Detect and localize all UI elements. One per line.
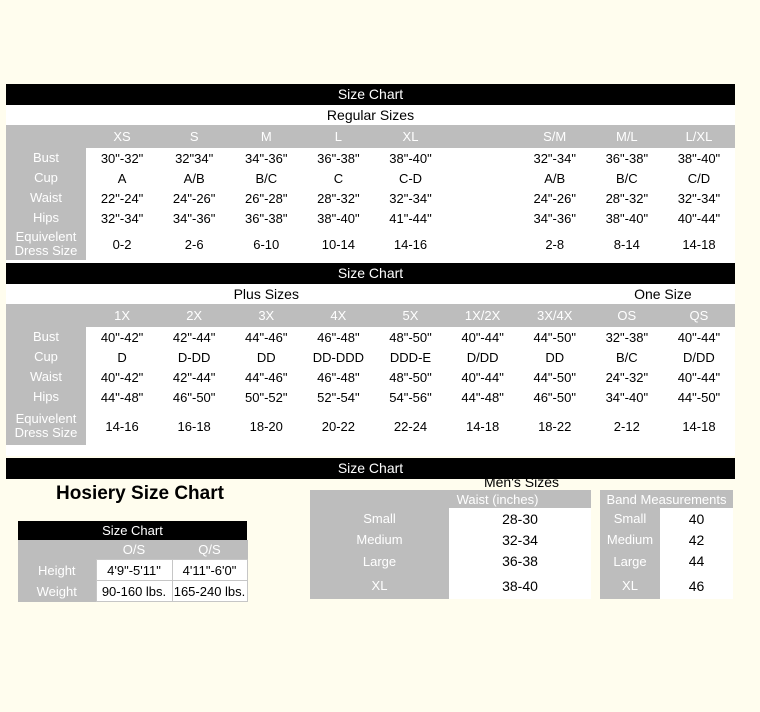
size-cell: 40"-42"	[100, 369, 144, 385]
column-header	[447, 125, 519, 148]
size-cell: DD	[256, 349, 276, 365]
row-label: Small	[310, 508, 449, 529]
group-header: Plus Sizes	[86, 284, 447, 304]
size-cell: 10-14	[321, 236, 355, 252]
size-cell: 24"-32"	[605, 369, 649, 385]
size-cell: 44"-46"	[245, 369, 288, 385]
size-cell: 2-12	[613, 418, 640, 434]
row-label: Bust	[6, 148, 86, 168]
row-label: Height	[18, 560, 96, 581]
column-header-row	[6, 304, 735, 327]
column-header: 3X/4X	[519, 304, 591, 327]
table-row	[6, 168, 735, 188]
waist-cell: 32-34	[449, 529, 591, 550]
size-cell: D/DD	[683, 349, 715, 365]
row-label: XL	[600, 572, 660, 599]
size-cell: 14-18	[682, 418, 716, 434]
size-chart-bar-1: Size Chart	[6, 84, 735, 105]
size-cell: 36"-38"	[245, 210, 288, 226]
size-cell: 40"-44"	[677, 210, 721, 226]
size-chart-bar-3: Size Chart	[6, 458, 735, 479]
row-label: Weight	[18, 581, 96, 602]
size-cell: 48"-50"	[389, 369, 432, 385]
size-cell: B/C	[615, 349, 638, 365]
waist-cell: 38-40	[449, 572, 591, 599]
row-label: Cup	[6, 168, 86, 188]
row-label: Equivelent Dress Size	[6, 228, 86, 260]
size-cell: 34"-36"	[172, 210, 216, 226]
row-label: Small	[600, 508, 660, 529]
size-cell: 42"-44"	[172, 369, 216, 385]
size-cell: 38"-40"	[389, 150, 432, 166]
size-cell: 40"-44"	[461, 369, 504, 385]
size-cell	[447, 188, 519, 208]
row-label: Waist	[6, 367, 86, 387]
row-label: Equivelent Dress Size	[6, 407, 86, 445]
group-header	[447, 284, 591, 304]
group-header-spacer	[6, 284, 86, 304]
size-cell	[447, 168, 519, 188]
size-chart-bar-2: Size Chart	[6, 263, 735, 284]
size-cell: 20-22	[321, 418, 355, 434]
size-cell: DD-DDD	[312, 349, 365, 365]
size-cell	[447, 208, 519, 228]
size-cell: 40"-42"	[100, 329, 144, 345]
size-cell: B/C	[615, 170, 638, 186]
size-cell: 6-10	[253, 236, 280, 252]
size-cell: 32"-38"	[605, 329, 649, 345]
mens-sizes-title: Men's Sizes	[483, 474, 560, 490]
size-cell: 34"-40"	[605, 389, 649, 405]
band-cell: 44	[660, 550, 733, 572]
size-cell: B/C	[255, 170, 278, 186]
size-cell: A	[117, 170, 127, 186]
plus-sizes-section	[6, 263, 735, 456]
column-header-row	[6, 125, 735, 148]
column-header: 4X	[302, 304, 374, 327]
size-cell: 46"-48"	[317, 329, 360, 345]
size-cell: 32"-34"	[533, 150, 576, 166]
group-header: One Size	[591, 284, 735, 304]
size-cell: 2-8	[545, 236, 565, 252]
size-cell: 41"-44"	[389, 210, 432, 226]
size-cell: 0-2	[112, 236, 132, 252]
regular-sizes-table	[6, 125, 735, 260]
column-header: 5X	[374, 304, 446, 327]
size-cell: 44"-48"	[100, 389, 144, 405]
size-cell: D	[117, 349, 127, 365]
column-header: M/L	[591, 125, 663, 148]
mens-row-xl	[310, 572, 733, 599]
size-cell: 14-18	[465, 418, 500, 434]
hosiery-weight-row	[18, 581, 247, 602]
waist-cell: 36-38	[449, 550, 591, 572]
band-cell: 40	[660, 508, 733, 529]
size-cell: 38"-40"	[605, 210, 649, 226]
size-cell: 28"-32"	[605, 190, 649, 206]
size-cell	[447, 148, 519, 168]
table-row	[6, 367, 735, 387]
size-cell: A/B	[183, 170, 205, 186]
table-row	[6, 407, 735, 445]
row-label: Medium	[310, 529, 449, 550]
column-header: 1X/2X	[447, 304, 519, 327]
size-cell: C	[333, 170, 344, 186]
column-header: S	[158, 125, 230, 148]
size-cell: 22-24	[393, 418, 428, 434]
hosiery-section	[18, 521, 247, 602]
hosiery-title: Hosiery Size Chart	[56, 483, 224, 504]
row-label: Hips	[6, 208, 86, 228]
size-cell: 24"-26"	[172, 190, 216, 206]
size-cell: 50"-52"	[245, 389, 288, 405]
size-cell: 28"-32"	[317, 190, 360, 206]
size-cell: 34"-36"	[533, 210, 576, 226]
table-row	[6, 347, 735, 367]
band-cell: 46	[660, 572, 733, 599]
row-label: Hips	[6, 387, 86, 407]
table-row	[6, 387, 735, 407]
column-header: XS	[86, 125, 158, 148]
size-cell: 18-20	[249, 418, 283, 434]
row-label: Medium	[600, 529, 660, 550]
hosiery-column-header: O/S	[96, 540, 172, 560]
table-row	[6, 148, 735, 168]
band-header: Band Measurements	[600, 490, 733, 508]
column-header: 2X	[158, 304, 230, 327]
column-header: 3X	[230, 304, 302, 327]
size-cell: 8-14	[613, 236, 640, 252]
row-label: Bust	[6, 327, 86, 347]
size-cell: 30"-32"	[100, 150, 144, 166]
mens-sizes-table	[310, 490, 733, 599]
column-header: QS	[663, 304, 735, 327]
column-header: S/M	[519, 125, 591, 148]
size-cell: 90-160 lbs.	[96, 581, 172, 602]
size-cell: 40"-44"	[461, 329, 504, 345]
table-row	[6, 188, 735, 208]
size-cell: 44"-50"	[677, 389, 721, 405]
size-cell: 4'9"-5'11"	[96, 560, 172, 581]
row-label: Cup	[6, 347, 86, 367]
size-cell: 32"-34"	[100, 210, 144, 226]
table-row	[6, 327, 735, 347]
size-cell: 36"-38"	[605, 150, 649, 166]
size-cell: 48"-50"	[389, 329, 432, 345]
plus-sizes-table	[6, 284, 735, 445]
size-cell: 32"34"	[175, 150, 214, 166]
hosiery-size-chart-bar: Size Chart	[18, 521, 247, 540]
size-cell: A/B	[544, 170, 566, 186]
size-cell: 42"-44"	[172, 329, 216, 345]
corner-cell	[6, 304, 86, 327]
hosiery-column-header: Q/S	[172, 540, 247, 560]
size-cell: 18-22	[538, 418, 572, 434]
regular-sizes-section	[6, 84, 735, 265]
mens-row-small	[310, 508, 733, 529]
size-cell: 54"-56"	[389, 389, 432, 405]
size-cell: 36"-38"	[317, 150, 360, 166]
size-cell: 26"-28"	[245, 190, 288, 206]
size-cell: 46"-50"	[533, 389, 576, 405]
corner-cell	[6, 125, 86, 148]
row-label: Waist	[6, 188, 86, 208]
mens-row-large	[310, 550, 733, 572]
size-cell: 44"-50"	[533, 329, 576, 345]
size-cell: 165-240 lbs.	[172, 581, 247, 602]
hosiery-header-row	[18, 540, 247, 560]
column-header: M	[230, 125, 302, 148]
size-cell: C/D	[687, 170, 711, 186]
group-header-row	[6, 284, 735, 304]
table-row	[6, 228, 735, 260]
size-cell: D/DD	[466, 349, 499, 365]
size-cell: 2-6	[184, 236, 204, 252]
row-label: Large	[600, 550, 660, 572]
size-cell: DDD-E	[389, 349, 432, 365]
column-header: L	[302, 125, 374, 148]
size-cell: 4'11"-6'0"	[172, 560, 247, 581]
size-cell: DD	[545, 349, 565, 365]
column-header: XL	[374, 125, 446, 148]
waist-cell: 28-30	[449, 508, 591, 529]
size-cell: 40"-44"	[677, 329, 721, 345]
size-cell: 24"-26"	[533, 190, 576, 206]
size-cell: 44"-48"	[461, 389, 504, 405]
mens-corner-cell	[310, 490, 449, 508]
size-cell: 38"-40"	[317, 210, 360, 226]
size-cell: 44"-46"	[245, 329, 288, 345]
column-header: 1X	[86, 304, 158, 327]
size-cell: 46"-48"	[317, 369, 360, 385]
table-row	[6, 208, 735, 228]
column-header: OS	[591, 304, 663, 327]
mens-row-medium	[310, 529, 733, 550]
size-cell: 14-16	[393, 236, 428, 252]
size-cell: 52"-54"	[317, 389, 360, 405]
row-label: XL	[310, 572, 449, 599]
size-cell: 32"-34"	[677, 190, 721, 206]
hosiery-height-row	[18, 560, 247, 581]
row-label: Large	[310, 550, 449, 572]
size-cell: 38"-40"	[677, 150, 721, 166]
mens-sizes-section	[310, 490, 733, 599]
waist-header: Waist (inches)	[449, 490, 591, 508]
size-cell: 46"-50"	[172, 389, 216, 405]
size-cell: 32"-34"	[389, 190, 432, 206]
size-cell: 34"-36"	[245, 150, 288, 166]
hosiery-corner-cell	[18, 540, 96, 560]
size-cell: 16-18	[177, 418, 211, 434]
size-cell: 22"-24"	[100, 190, 144, 206]
column-gap	[591, 490, 600, 508]
size-cell: 14-16	[105, 418, 139, 434]
size-cell: 44"-50"	[533, 369, 576, 385]
size-cell: 40"-44"	[677, 369, 721, 385]
hosiery-table	[18, 540, 248, 602]
size-cell: C-D	[398, 170, 423, 186]
mens-header-row	[310, 490, 733, 508]
regular-sizes-subtitle: Regular Sizes	[6, 105, 735, 125]
band-cell: 42	[660, 529, 733, 550]
size-cell: 14-18	[682, 236, 716, 252]
column-header: L/XL	[663, 125, 735, 148]
size-cell	[447, 228, 519, 260]
size-cell: D-DD	[177, 349, 211, 365]
